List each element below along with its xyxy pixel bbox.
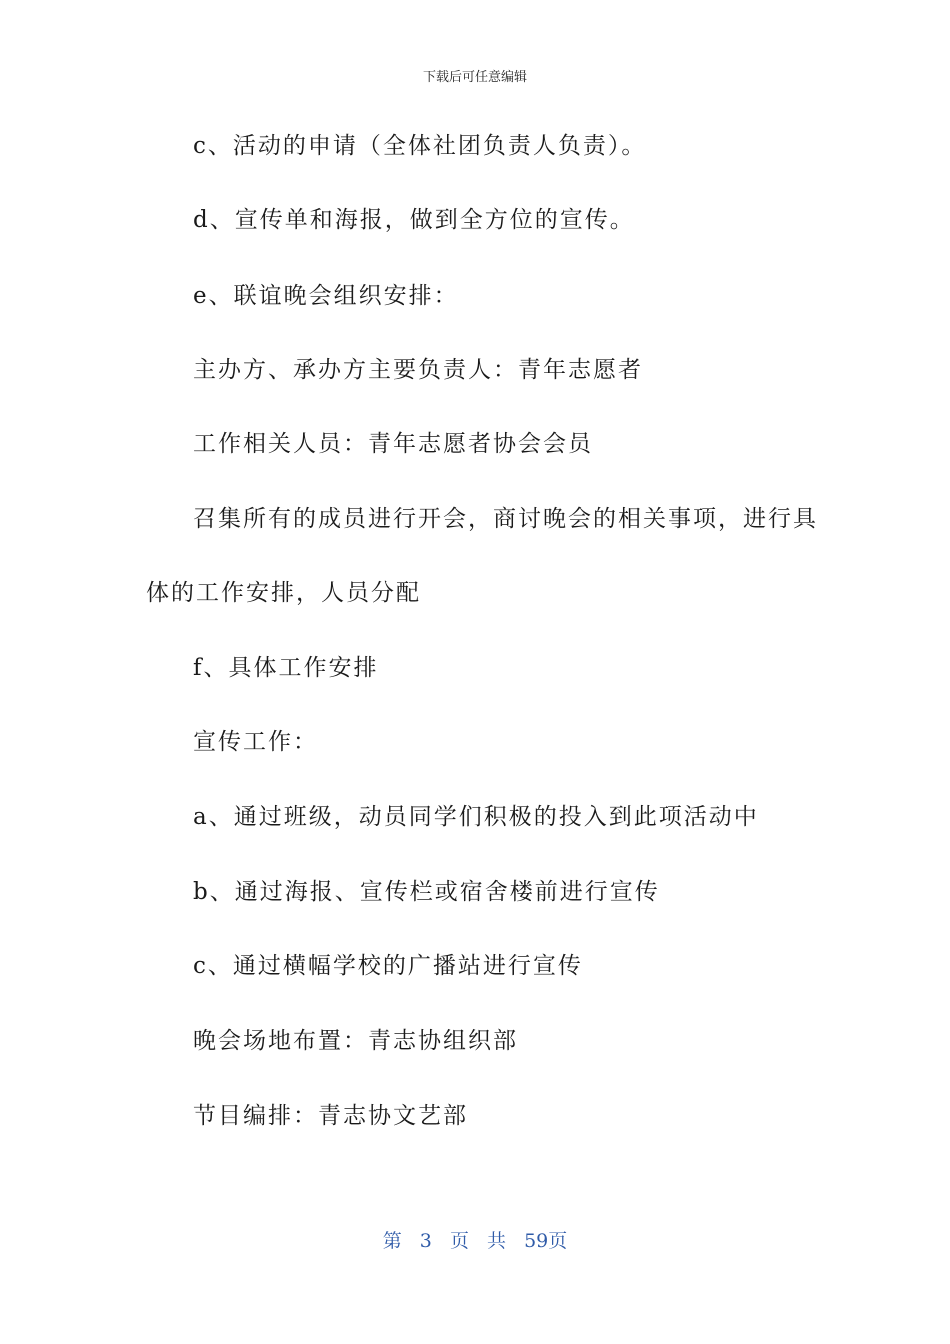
footer-prefix: 第 [382, 1230, 402, 1252]
footer-total-pages: 59页 [524, 1230, 568, 1252]
paragraph-line: d、宣传单和海报，做到全方位的宣传。 [193, 207, 635, 233]
paragraph-line: c、活动的申请（全体社团负责人负责）。 [193, 133, 647, 159]
paragraph-line: 节目编排：青志协文艺部 [193, 1103, 468, 1129]
paragraph-line: a、通过班级，动员同学们积极的投入到此项活动中 [193, 804, 759, 830]
paragraph-line: e、联谊晚会组织安排： [193, 283, 459, 309]
paragraph-line: 召集所有的成员进行开会，商讨晚会的相关事项，进行具 [193, 506, 818, 532]
page-footer [0, 1226, 950, 1253]
paragraph-line: 工作相关人员：青年志愿者协会会员 [193, 431, 593, 457]
paragraph-line: 主办方、承办方主要负责人：青年志愿者 [193, 357, 643, 383]
paragraph-line: c、通过横幅学校的广播站进行宣传 [193, 953, 583, 979]
paragraph-line: b、通过海报、宣传栏或宿舍楼前进行宣传 [193, 879, 660, 905]
page-header-note: 下载后可任意编辑 [422, 70, 527, 85]
paragraph-line: 宣传工作： [193, 729, 318, 755]
paragraph-line: f、具体工作安排 [193, 655, 379, 681]
footer-page-word: 页 [449, 1230, 469, 1252]
footer-total-word: 共 [487, 1230, 507, 1252]
footer-current-page: 3 [419, 1230, 432, 1252]
paragraph-line: 晚会场地布置：青志协组织部 [193, 1028, 518, 1054]
paragraph-line: 体的工作安排，人员分配 [146, 580, 421, 606]
